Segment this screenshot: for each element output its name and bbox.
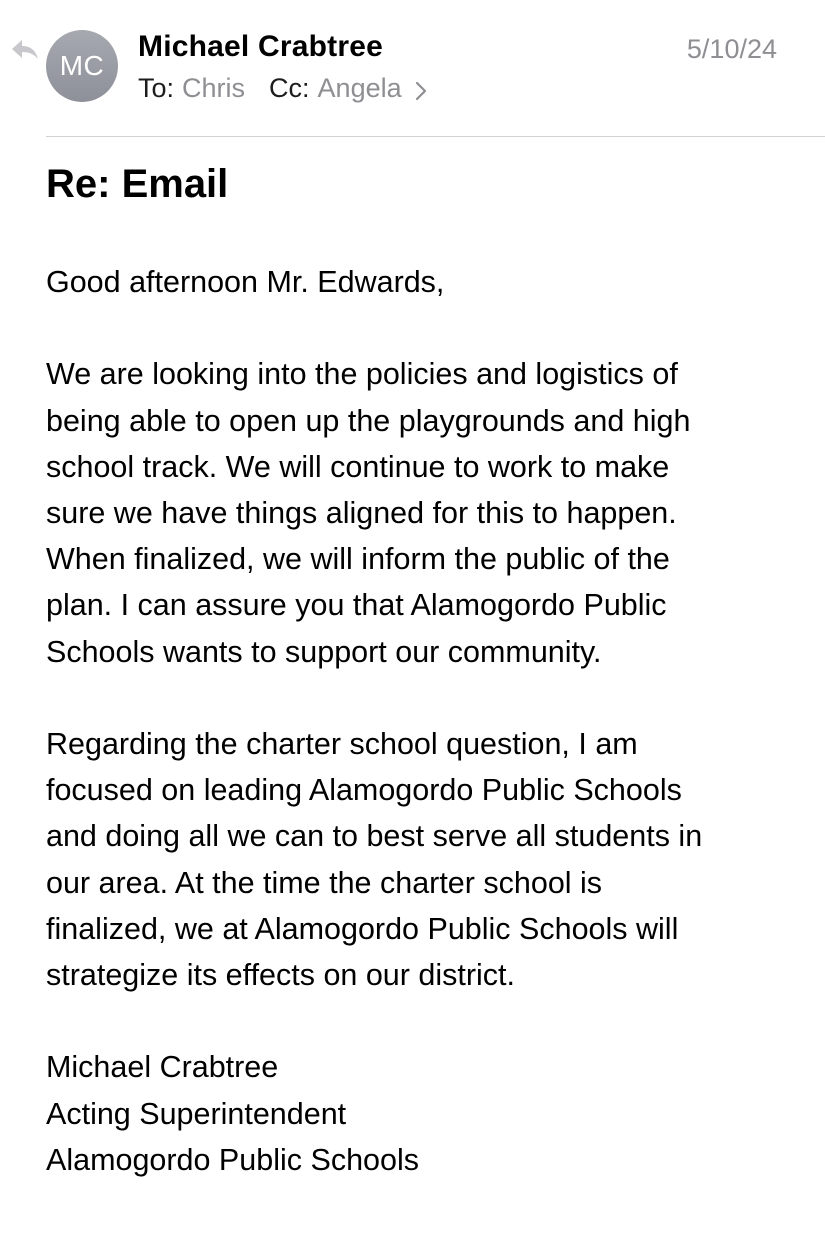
paragraph-spacer xyxy=(46,305,786,351)
body-line: strategize its effects on our district. xyxy=(46,958,515,993)
email-body xyxy=(46,259,786,1183)
body-line: Schools wants to support our community. xyxy=(46,634,602,669)
sender-name[interactable]: Michael Crabtree xyxy=(138,30,383,63)
chevron-right-icon[interactable] xyxy=(414,78,428,100)
avatar[interactable]: MC xyxy=(46,30,118,102)
greeting-line: Good afternoon Mr. Edwards, xyxy=(46,265,445,299)
header-divider xyxy=(46,136,825,137)
body-line: focused on leading Alamogordo Public Schools xyxy=(46,773,682,808)
cc-label: Cc: xyxy=(269,73,310,103)
paragraph-spacer xyxy=(46,998,786,1044)
email-subject: Re: Email xyxy=(46,162,229,206)
body-line: Regarding the charter school question, I am xyxy=(46,727,638,761)
reply-icon[interactable] xyxy=(10,38,40,62)
body-line: finalized, we at Alamogordo Public Schools will xyxy=(46,911,679,946)
cc-recipient[interactable]: Angela xyxy=(317,73,402,103)
body-line: We are looking into the policies and logistics of xyxy=(46,357,678,392)
to-recipient[interactable]: Chris xyxy=(182,73,246,103)
body-line: When finalized, we will inform the public of the xyxy=(46,542,670,577)
body-line: plan. I can assure you that Alamogordo Public xyxy=(46,588,667,623)
signature-name: Michael Crabtree xyxy=(46,1050,279,1085)
paragraph-spacer xyxy=(46,675,786,721)
body-line: school track. We will continue to work to make xyxy=(46,449,670,484)
body-line: and doing all we can to best serve all students in xyxy=(46,819,703,854)
signature-title: Acting Superintendent xyxy=(46,1096,347,1131)
signature-organization: Alamogordo Public Schools xyxy=(46,1142,419,1177)
email-date: 5/10/24 xyxy=(686,34,777,64)
body-line: sure we have things aligned for this to happen. xyxy=(46,496,677,530)
body-line: our area. At the time the charter school is xyxy=(46,865,603,900)
body-line: being able to open up the playgrounds and high xyxy=(46,403,691,438)
to-label: To: xyxy=(138,73,175,103)
recipients-row[interactable] xyxy=(138,73,428,104)
